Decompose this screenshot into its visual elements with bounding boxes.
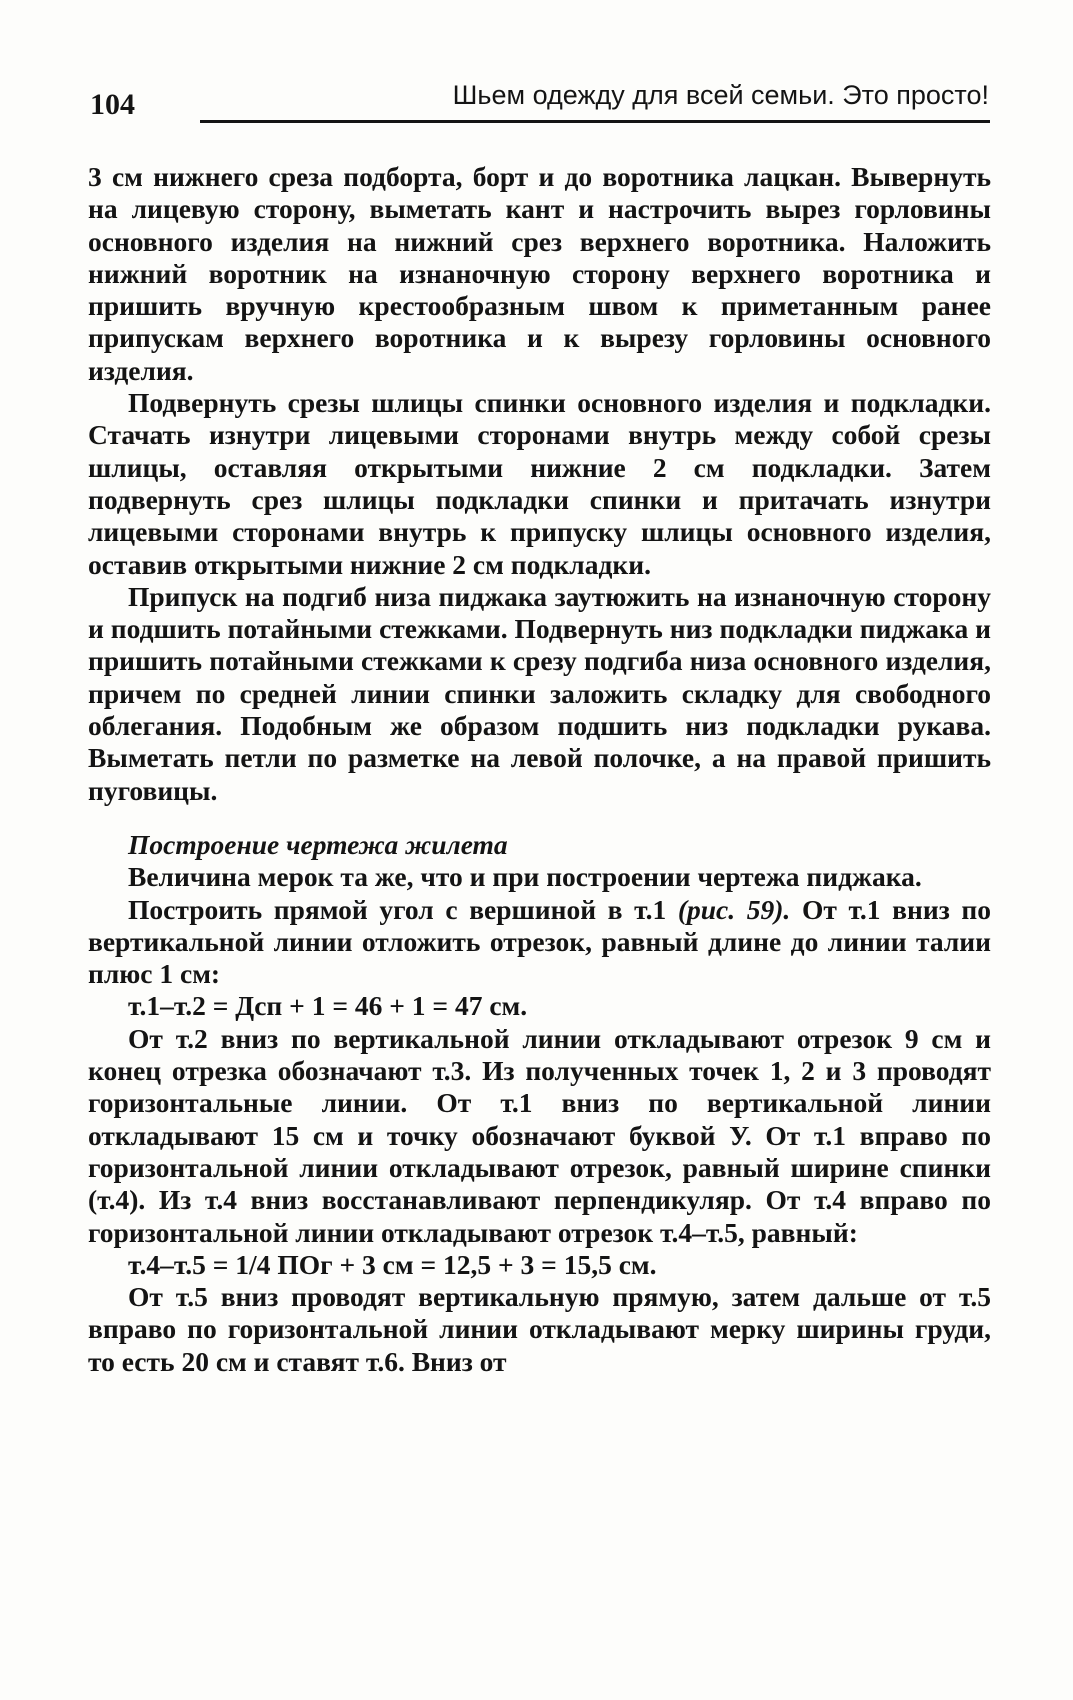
paragraph-7: От т.5 вниз проводят вертикальную прямую, затем дальше от т.5 вправо по горизонтальной линии откладывают мерку ширины груди, то есть 20 см и ставят т.6. Вниз от: [88, 1281, 991, 1377]
formula-1: т.1–т.2 = Дсп + 1 = 46 + 1 = 47 см.: [128, 990, 528, 1022]
section-heading: Построение чертежа жилета: [128, 828, 508, 860]
running-title: Шьем одежду для всей семьи. Это просто!: [452, 80, 989, 110]
formula-2: т.4–т.5 = 1/4 ПОг + 3 см = 12,5 + 3 = 15,5 см.: [128, 1248, 657, 1280]
paragraph-4: Величина мерок та же, что и при построении чертежа пиджака.: [128, 861, 922, 893]
paragraph-5-start: Построить прямой угол с вершиной в т.1: [128, 893, 678, 925]
paragraph-6: От т.2 вниз по вертикальной линии откладывают отрезок 9 см и конец отрезка обозначают т.3. Из полученных точек 1, 2 и 3 проводят горизонтальные линии. От т.1 вниз по вертикальной линии откладывают 15 см и точку обозначают буквой У. От т.1 вправо по горизонтальной линии откладывают отрезок, равный ширине спинки (т.4). Из т.4 вниз восстанавливают перпендикуляр. От т.4 вправо по горизонтальной линии откладывают отрезок т.4–т.5, равный:: [88, 1022, 991, 1248]
body-text: [88, 161, 991, 1378]
paragraph-2: Подвернуть срезы шлицы спинки основного изделия и подкладки. Стачать изнутри лицевыми сторонами внутрь между собой срезы шлицы, оставляя открытыми нижние 2 см подкладки. Затем подвернуть срез шлицы подкладки спинки и притачать изнутри лицевыми сторонами внутрь к припуску шлицы основного изделия, оставив открытыми нижние 2 см подкладки.: [88, 387, 991, 580]
page-number: 104: [90, 88, 135, 121]
paragraph-3: Припуск на подгиб низа пиджака заутюжить на изнаночную сторону и подшить потайными стежками. Подвернуть низ подкладки пиджака и пришить потайными стежками к срезу подгиба низа основного изделия, причем по средней линии спинки заложить складку для свободного облегания. Подобным же образом подшить низ подкладки рукава. Выметать петли по разметке на левой полочке, а на правой пришить пуговицы.: [88, 580, 991, 806]
figure-reference: (рис. 59).: [677, 893, 791, 925]
paragraph-5: [88, 894, 991, 991]
header-rule: [200, 120, 990, 123]
paragraph-5-end: От т.1 вниз по вертикальной линии отложить отрезок, равный длине до линии талии плюс 1 см:: [88, 893, 991, 990]
paragraph-1: 3 см нижнего среза подборта, борт и до воротника лацкан. Вывернуть на лицевую сторону, выметать кант и настрочить вырез горловины основного изделия на нижний срез верхнего воротника. Наложить нижний воротник на изнаночную сторону верхнего воротника и пришить вручную крестообразным швом к приметанным ранее припускам верхнего воротника и к вырезу горловины основного изделия.: [88, 161, 991, 386]
